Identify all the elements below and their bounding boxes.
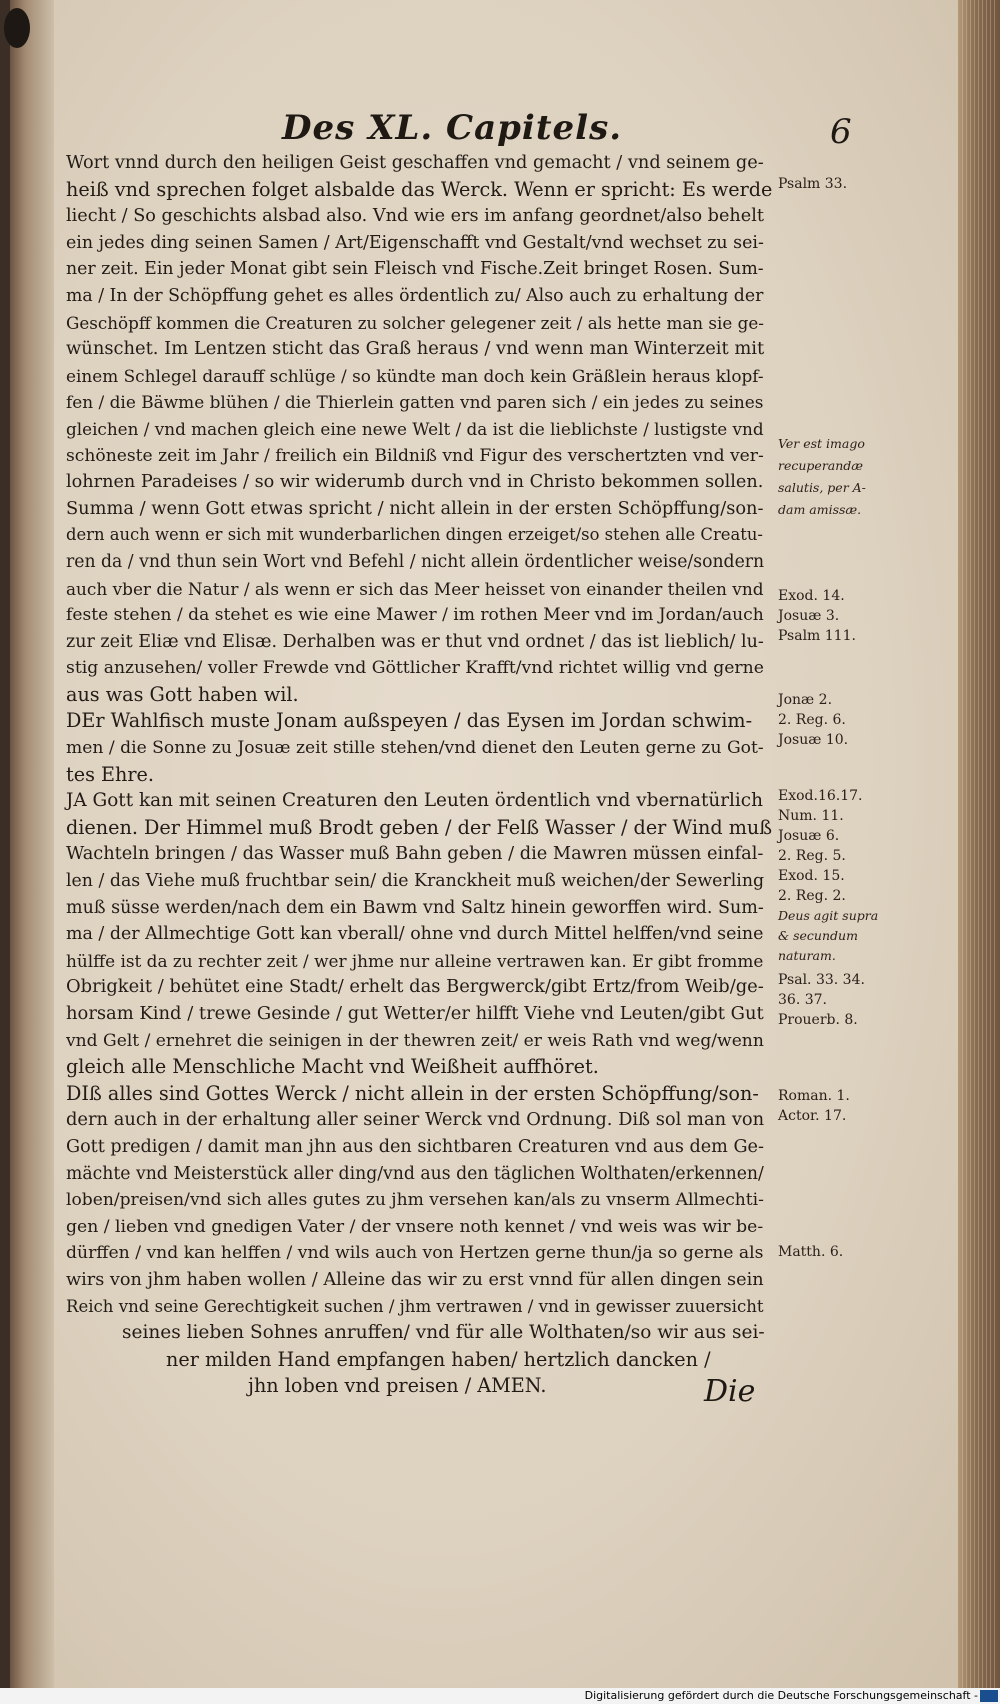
margin-note: Josuæ 3. — [778, 608, 840, 624]
text-line: liecht / So geschichts alsbad also. Vnd wie ers im anfang geordnet/also behelt — [66, 206, 764, 227]
text-line: stig anzusehen/ voller Frewde vnd Göttlicher Krafft/vnd richtet willig vnd gerne — [66, 658, 764, 679]
margin-note: Actor. 17. — [778, 1108, 847, 1124]
text-line: wünschet. Im Lentzen sticht das Graß heraus / vnd wenn man Winterzeit mit — [66, 338, 765, 360]
catchword: Die — [704, 1374, 756, 1409]
page-gutter — [10, 0, 54, 1688]
footer-credit: Digitalisierung gefördert durch die Deutsche Forschungsgemeinschaft - — [584, 1689, 978, 1702]
text-line: Gott predigen / damit man jhn aus den sichtbaren Creaturen vnd aus dem Ge- — [66, 1136, 764, 1157]
text-line: Wort vnnd durch den heiligen Geist geschaffen vnd gemacht / vnd seinem ge- — [66, 153, 764, 173]
text-line: Wachteln bringen / das Wasser muß Bahn geben / die Mawren müssen einfal- — [66, 844, 764, 865]
text-line: dern auch wenn er sich mit wunderbarlichen dingen erzeiget/so stehen alle Creatu- — [66, 525, 763, 545]
text-line: vnd Gelt / ernehret die seinigen in der thewren zeit/ er weis Rath vnd weg/wenn — [66, 1030, 764, 1051]
text-line: ner zeit. Ein jeder Monat gibt sein Fleisch vnd Fische.Zeit bringet Rosen. Sum- — [66, 259, 764, 280]
running-head: Des XL. Capitels. — [282, 108, 623, 148]
text-line: hülffe ist da zu rechter zeit / wer jhme nur alleine vertrawen kan. Er gibt fromme — [66, 950, 764, 971]
text-line: tes Ehre. — [66, 762, 155, 786]
text-line: horsam Kind / trewe Gesinde / gut Wetter/er hilfft Viehe vnd Leuten/gibt Gut — [66, 1003, 764, 1024]
margin-note: Ver est imago — [778, 436, 865, 451]
text-line: lohrnen Paradeises / so wir widerumb durch vnd in Christo bekommen sollen. — [66, 472, 764, 493]
text-line: JA Gott kan mit seinen Creaturen den Leuten ördentlich vnd vbernatürlich — [66, 790, 763, 812]
margin-note: Psal. 33. 34. — [778, 972, 865, 988]
text-line: jhn loben vnd preisen / AMEN. — [248, 1374, 547, 1398]
text-line: schöneste zeit im Jahr / freilich ein Bildniß vnd Figur des verschertzten vnd ver- — [66, 445, 764, 466]
text-line: Geschöpff kommen die Creaturen zu solcher gelegener zeit / als hette man sie ge- — [66, 312, 764, 333]
margin-note: Exod. 15. — [778, 868, 845, 884]
text-line: zur zeit Eliæ vnd Elisæ. Derhalben was er thut vnd ordnet / das ist lieblich/ lu- — [66, 631, 764, 652]
text-line: Obrigkeit / behütet eine Stadt/ erhelt das Bergwerck/gibt Ertz/from Weib/ge- — [66, 976, 764, 998]
margin-note: Psalm 111. — [778, 628, 856, 644]
margin-note: & secundum — [778, 928, 858, 943]
text-line: ren da / vnd thun sein Wort vnd Befehl / nicht allein ördentlicher weise/sondern — [66, 551, 765, 572]
margin-note: 36. 37. — [778, 992, 827, 1008]
text-line: Summa / wenn Gott etwas spricht / nicht allein in der ersten Schöpffung/son- — [66, 497, 764, 519]
margin-note: Psalm 33. — [778, 176, 848, 192]
folio-number: 6 — [830, 112, 852, 152]
text-line: gleichen / vnd machen gleich eine newe Welt / da ist die lieblichste / lustigste vnd — [66, 418, 764, 439]
book-page — [10, 0, 970, 1688]
text-line: Reich vnd seine Gerechtigkeit suchen / jhm vertrawen / vnd in gewisser zuuersicht — [66, 1296, 764, 1316]
margin-note: Deus agit supra — [778, 908, 879, 923]
text-line: DIß alles sind Gottes Werck / nicht allein in der ersten Schöpffung/son- — [66, 1081, 759, 1105]
text-line: feste stehen / da stehet es wie eine Mawer / im rothen Meer vnd im Jordan/auch — [66, 605, 764, 626]
text-line: muß süsse werden/nach dem ein Bawm vnd Saltz hinein geworffen wird. Sum- — [66, 897, 764, 918]
text-line: dürffen / vnd kan helffen / vnd wils auch von Hertzen gerne thun/ja so gerne als — [66, 1243, 764, 1264]
text-line: len / das Viehe muß fruchtbar sein/ die Kranckheit muß weichen/der Sewerling — [66, 871, 765, 892]
margin-note: Josuæ 10. — [778, 732, 849, 748]
text-line: einem Schlegel darauff schlüge / so kündte man doch kein Gräßlein heraus klopf- — [66, 365, 764, 386]
text-line: fen / die Bäwme blühen / die Thierlein gatten vnd paren sich / ein jedes zu seines — [66, 392, 764, 413]
margin-note: Prouerb. 8. — [778, 1012, 858, 1028]
margin-note: dam amissæ. — [778, 502, 862, 517]
footer-bar — [0, 1688, 1000, 1704]
text-line: gen / lieben vnd gnedigen Vater / der vnsere noth kennet / vnd weis was wir be- — [66, 1216, 764, 1237]
margin-note: naturam. — [778, 948, 836, 963]
text-line: ma / der Allmechtige Gott kan vberall/ ohne vnd durch Mittel helffen/vnd seine — [66, 924, 764, 945]
margin-note: 2. Reg. 5. — [778, 848, 846, 864]
margin-note: Josuæ 6. — [778, 828, 840, 844]
margin-note: recuperandæ — [778, 458, 864, 473]
text-line: ein jedes ding seinen Samen / Art/Eigenschafft vnd Gestalt/vnd wechset zu sei- — [66, 232, 764, 253]
text-line: loben/preisen/vnd sich alles gutes zu jhm versehen kan/als zu vnserm Allmechti- — [66, 1190, 764, 1211]
text-line: mächte vnd Meisterstück aller ding/vnd aus den täglichen Wolthaten/erkennen/ — [66, 1163, 764, 1184]
text-line: men / die Sonne zu Josuæ zeit stille stehen/vnd dienet den Leuten gerne zu Got- — [66, 738, 764, 759]
text-line: auch vber die Natur / als wenn er sich das Meer heisset von einander theilen vnd — [66, 578, 764, 599]
dfg-logo-icon — [980, 1690, 998, 1702]
margin-note: Matth. 6. — [778, 1244, 844, 1260]
text-line: wirs von jhm haben wollen / Alleine das wir zu erst vnnd für allen dingen sein — [66, 1269, 764, 1290]
text-line: dern auch in der erhaltung aller seiner Werck vnd Ordnung. Diß sol man von — [66, 1109, 765, 1131]
text-line: dienen. Der Himmel muß Brodt geben / der Felß Wasser / der Wind muß — [66, 815, 773, 839]
margin-note: Exod.16.17. — [778, 788, 863, 804]
body-text — [66, 150, 778, 1400]
margin-note: Num. 11. — [778, 808, 844, 824]
binding-hole — [4, 8, 30, 48]
text-line: DEr Wahlfisch muste Jonam außspeyen / das Eysen im Jordan schwim- — [66, 709, 753, 733]
margin-note: Exod. 14. — [778, 588, 845, 604]
margin-note: salutis, per A- — [778, 480, 866, 495]
text-line: ner milden Hand empfangen haben/ hertzlich dancken / — [166, 1347, 711, 1371]
margin-note: 2. Reg. 2. — [778, 888, 846, 904]
text-line: aus was Gott haben wil. — [66, 682, 299, 706]
text-line: heiß vnd sprechen folget alsbalde das Werck. Wenn er spricht: Es werde — [66, 177, 773, 201]
margin-note: Jonæ 2. — [778, 692, 833, 708]
margin-note: Roman. 1. — [778, 1088, 850, 1104]
text-line: gleich alle Menschliche Macht vnd Weißheit auffhöret. — [66, 1055, 599, 1079]
text-line: seines lieben Sohnes anruffen/ vnd für alle Wolthaten/so wir aus sei- — [122, 1322, 765, 1344]
margin-note: 2. Reg. 6. — [778, 712, 846, 728]
text-line: ma / In der Schöpffung gehet es alles ördentlich zu/ Also auch zu erhaltung der — [66, 285, 764, 306]
book-edge-pages — [962, 0, 996, 1688]
